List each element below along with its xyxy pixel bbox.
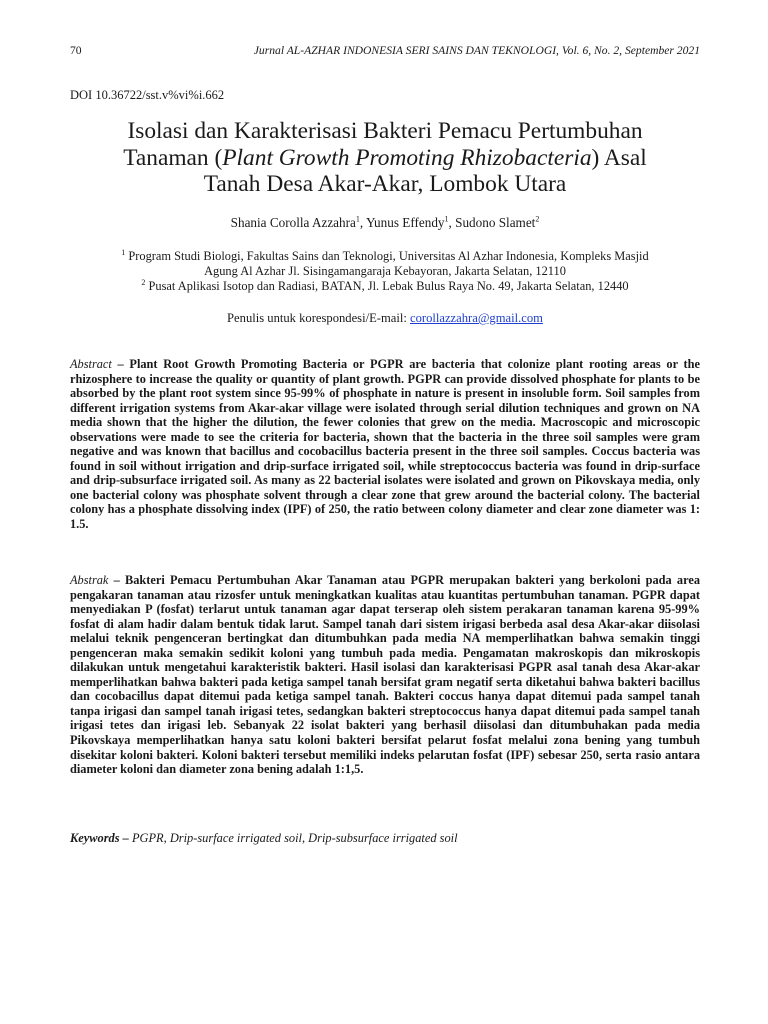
affiliation-sup: 2 — [141, 277, 146, 287]
correspondence — [70, 311, 700, 326]
title-line-2-pre: Tanaman ( — [123, 144, 223, 171]
author-affil-sup: 1 — [444, 214, 449, 224]
affiliation-1-cont: Agung Al Azhar Jl. Sisingamangaraja Kebayoran, Jakarta Selatan, 12110 — [204, 264, 566, 278]
page-number: 70 — [70, 44, 82, 57]
title-line-1: Isolasi dan Karakterisasi Bakteri Pemacu Pertumbuhan — [127, 118, 643, 144]
abstract-text: Plant Root Growth Promoting Bacteria or PGPR are bacteria that colonize plant rooting areas or the rhizosphere to increase the quality or quantity of plant growth. PGPR can provide dissolved phosphate for plants to be absorbed by the plant root system since 95-99% of phosphate in nature is present in insoluble form. Soil samples from different irrigation systems from Akar-akar village were isolated through serial dilution techniques and grown on NA media shown that the higher the dilution, the fewer colonies that grew on the media. Macroscopic and microscopic observations were made to see the criteria for bacteria, shown that the bacteria in the three soil samples were gram negative and was known that bacillus and cocobacillus bacteria present in the three soil samples. Coccus bacteria was found in soil without irrigation and drip-surface irrigated soil, while streptococcus bacteria was found in drip-surface and drip-subsurface irrigated soil. As many as 22 bacterial isolates were isolated and grown on Pikovskaya media, only one bacterial colony was phosphate solvent through a clear zone that grew around the bacterial colony. The bacterial colony has a phosphate dissolving index (IPF) of 250, the ratio between colony diameter and clear zone diameter was 1: 1.5. — [70, 357, 700, 532]
title-line-2 — [70, 145, 700, 172]
affiliation-2 — [70, 279, 700, 294]
affiliation-line: Pusat Aplikasi Isotop dan Radiasi, BATAN, Jl. Lebak Bulus Raya No. 49, Jakarta Selatan, 12440 — [148, 279, 629, 293]
journal-citation: Jurnal AL-AZHAR INDONESIA SERI SAINS DAN TEKNOLOGI, Vol. 6, No. 2, September 2021 — [253, 44, 700, 57]
abstrak-label: Abstrak — [70, 573, 109, 587]
author-affil-sup: 2 — [535, 214, 540, 224]
correspondence-label: Penulis untuk korespondesi/E-mail: — [227, 311, 407, 325]
email-link[interactable]: corollazzahra@gmail.com — [410, 311, 543, 325]
affiliations — [70, 249, 700, 294]
author-name: Sudono Slamet — [455, 215, 536, 230]
paper-title — [70, 118, 700, 198]
title-line-2-post: ) Asal — [591, 144, 647, 171]
abstrak-dash: – — [108, 573, 125, 587]
keywords — [70, 831, 700, 846]
doi: DOI 10.36722/sst.v%vi%i.662 — [70, 88, 225, 102]
title-line-3: Tanah Desa Akar-Akar, Lombok Utara — [203, 171, 567, 198]
author-name: Yunus Effendy — [366, 215, 445, 230]
affiliation-1 — [70, 249, 700, 264]
abstract-indonesian — [70, 573, 700, 777]
author-name: Shania Corolla Azzahra — [230, 215, 356, 230]
affiliation-sup: 1 — [121, 247, 126, 257]
abstract-english — [70, 357, 700, 532]
author-list: Shania Corolla Azzahra$^1$, Yunus Effendy$^1$, Sudono Slamet$^2$ — [230, 214, 540, 230]
abstrak-text: Bakteri Pemacu Pertumbuhan Akar Tanaman atau PGPR merupakan bakteri yang berkoloni pada area pengakaran tanaman atau rizosfer untuk meningkatkan kualitas atau kuantitas pertumbuhan tanaman. PGPR dapat menyediakan P (fosfat) terlarut untuk tanaman agar dapat terserap oleh sistem perakaran tanaman karena 95-99% fosfat di alam hadir dalam bentuk tidak larut. Sampel tanah dari sistem irigasi berbeda asal desa Akar-akar diisolasi melalui teknik pengenceran bertingkat dan ditumbuhkan pada media NA memperlihatkan bahwa semakin tinggi pengenceran maka semakin sedikit koloni yang tumbuh pada media. Pengamatan makroskopis dan mikroskopis dilakukan untuk mengetahui karakteristik bakteri. Hasil isolasi dan karakterisasi PGPR asal tanah desa Akar-akar memperlihatkan bahwa bakteri pada ketiga sampel tanah bersifat gram negatif serta diketahui bahwa bakteri bacillus dan cocobacillus dapat ditemui pada ketiga sampel tanah. Bakteri coccus hanya dapat ditemui pada sampel tanah tanpa irigasi dan sampel tanah irigasi tetes, sedangkan bakteri streptococcus hanya dapat ditemui pada sampel tanah irigasi tetes dan irigasi leb. Sebanyak 22 isolat bakteri yang berhasil diisolasi dan ditumbuhakan pada media Pikovskaya memperlihatkan hanya satu koloni bakteri bersifat pelarut fosfat melalui zona bening yang tumbuh disekitar koloni bakteri. Koloni bakteri tersebut memiliki indeks pelarutan fosfat (IPF) sebesar 250, serta rasio antara diameter koloni dan diameter zona bening adalah 1:1,5. — [70, 573, 700, 777]
keywords-label: Keywords — [70, 831, 120, 845]
keywords-text: PGPR, Drip-surface irrigated soil, Drip-subsurface irrigated soil — [131, 831, 458, 845]
keywords-dash: – — [119, 831, 132, 845]
author-affil-sup: 1 — [355, 214, 360, 224]
title-line-2-italic: Plant Growth Promoting Rhizobacteria — [222, 144, 592, 171]
abstract-dash: – — [111, 357, 130, 371]
abstract-label: Abstract — [70, 357, 112, 371]
affiliation-line: Program Studi Biologi, Fakultas Sains dan Teknologi, Universitas Al Azhar Indonesia, Kompleks Masjid — [128, 249, 649, 263]
